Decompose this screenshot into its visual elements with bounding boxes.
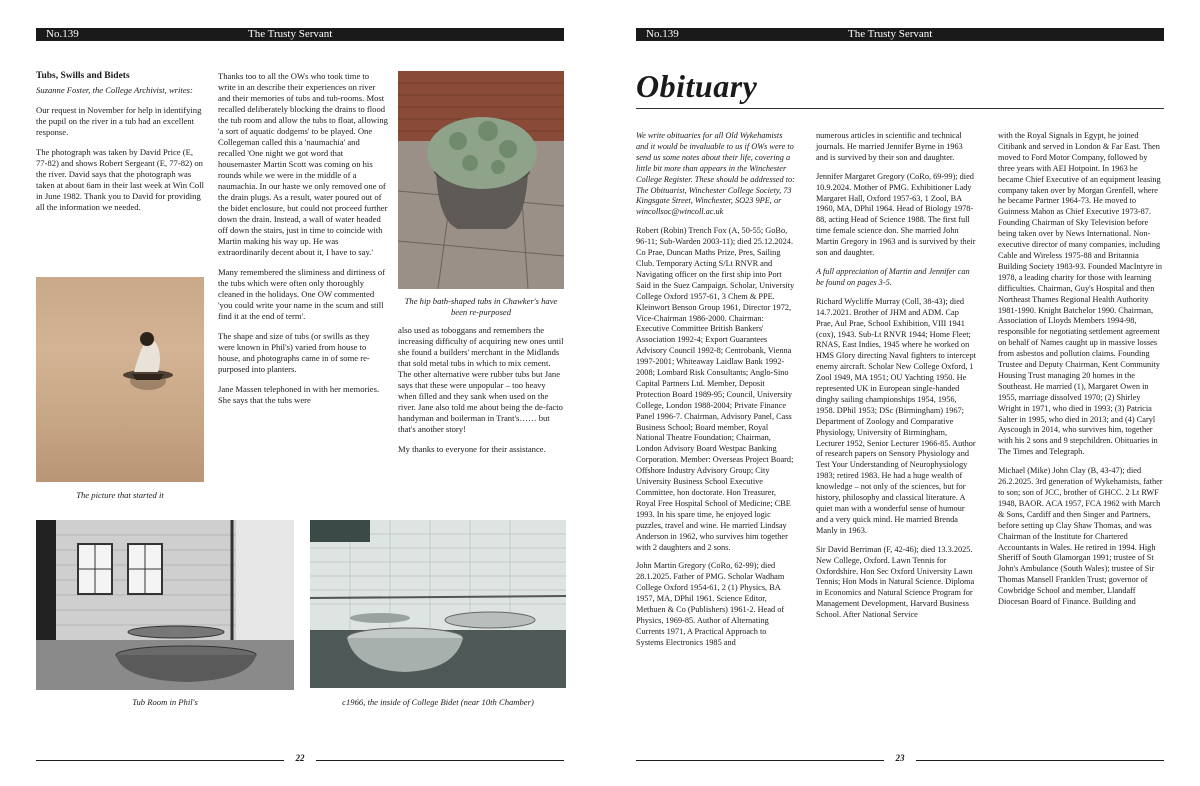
obituary-title: Obituary: [636, 68, 758, 104]
paragraph: Many remembered the sliminess and dirtiness of the tubs which were often only thoroughly cleaned in the holidays. One OW commented 'you could write your name in the scum and still find it at the end of term'.: [218, 267, 386, 321]
magazine-name: The Trusty Servant: [248, 28, 333, 40]
photo-college-bidet: [310, 520, 566, 688]
obituary-entry: John Martin Gregory (CoRo, 62-99); died 28.1.2025. Father of PMG. Scholar Wadham College Oxford 1954-61, 2 (1) Physics, BA 1957, MA, DPhil 1961. Science Editor, Methuen & Co (Publishers) 1961-2. Head of Physics, 1969-85. Author of Alternating Currents 1971, A Practical Approach to Systems Electronics 1985 and: [636, 561, 785, 647]
footer-rule-left: [36, 760, 284, 761]
paragraph: My thanks to everyone for their assistance.: [398, 444, 546, 454]
photo-tub-room: [36, 520, 294, 690]
footer-rule-right: [916, 760, 1164, 761]
caption-planter: The hip bath-shaped tubs in Chawker's have been re-purposed: [404, 296, 558, 317]
tub-room-illustration: [36, 520, 294, 690]
caption-river: The picture that started it: [76, 490, 164, 500]
title-rule: [636, 108, 1164, 109]
obituary-entry: with the Royal Signals in Egypt, he joined Citibank and served in London & Far East. Then moved to Ford Motor Company, followed by three years with AEI Hotpoint. In 1963 he became Chief Executive of an equipment leasing company taken over by Morgan Grenfell, where he became Partner 1964-73. He moved to Guinness Mahon as Chief Executive 1973-87. Founding Chairman of Sky Television before being taken over by News International. Non-executive director of many companies, including Cable and Wireless 1975-88 and Britannia Building Society 1983-93. Founded MacIntyre in 1978, a leading charity for those with learning difficulties. Chairman, Guy's Hospital and then Northeast Thames Regional Health Authority 1981-1990. Knight Batchelor 1990. Chairman, Association of Lloyds Members 1994-98, responsible for negotiating settlement agreement on behalf of Names caught up in massive losses from asbestos and pollution claims. Founding Trustee and Deputy Chairman, Kent Community Housing Trust managing 20 homes in the Southeast. He married (1), Margaret Owen in 1955, marriage dissolved 1970; (2) Shirley Wright in 1971, who died in 1993; (3) Patricia Salter in 1995, who died in 2013; and (4) Caryl Ayscough in 2014, who survives him, together with his 2 sons and 9 stepchildren. Obituaries in The Times and Telegraph.: [998, 131, 1163, 457]
article-column-3: [398, 325, 564, 464]
footer-rule-right: [316, 760, 564, 761]
obituary-column-3: [998, 131, 1164, 616]
article-title: Tubs, Swills and Bidets: [36, 71, 130, 81]
page-number: 22: [295, 753, 305, 763]
caption-college-bidet: c1966, the inside of College Bidet (near 10th Chamber): [342, 697, 534, 707]
paragraph: Thanks too to all the OWs who took time to write in an describe their experiences on river and their memories of tubs and tub-rooms. Most recalled deliberately blocking the drains to flood the tub room and allow the tubs to float, allowing 'a sort of aquatic dodgems' to be played. One Collegeman called this a 'naumachia' and recalled 'One night we got word that housemaster Martin Scott was coming on his rounds while we were in the middle of a naumachia. In our haste we only removed one of the drain plugs. As a result, water poured out of the bidet enclosure, but could not proceed further down the drain. Instead, a wall of water headed off down the stairs, just in time to coincide with Martin making his way up. He was extraordinarily decent about it, I have to say.': [218, 71, 388, 257]
issue-number: No.139: [646, 28, 679, 40]
header-bar: [636, 28, 1164, 41]
article-byline: Suzanne Foster, the College Archivist, writes:: [36, 85, 193, 95]
obituary-column-2: [816, 131, 976, 629]
magazine-name: The Trusty Servant: [848, 28, 933, 40]
obituary-entry: numerous articles in scientific and technical journals. He married Jennifer Byrne in 1963 and is survived by their son and daughter.: [816, 131, 963, 162]
obituary-entry: Jennifer Margaret Gregory (CoRo, 69-99); died 10.9.2024. Mother of PMG. Exhibitioner Lady Margaret Hall, Oxford 1957-63, 1 Zool, BA 1960, MA, DPhil 1964. Head of Biology 1978-88, acting Head of Science 1988. The first full time female science don. She married John Martin Gregory in 1963 and is survived by their son and daughter.: [816, 171, 976, 258]
footer-rule-left: [636, 760, 884, 761]
photo-river-tub: [36, 277, 204, 482]
paragraph: also used as toboggans and remembers the increasing difficulty of acquiring new ones until she found a builders' merchant in the Midlands that sold metal tubs in which to mix cement. The other alternative were rubber tubs but Jane says that these were unpopular – too heavy when filled and they sank when used on the river. Jane also told me about being the de-facto handyman and boilerman in Trant's…… but that's another story!: [398, 325, 564, 434]
obituary-entry: Richard Wycliffe Murray (Coll, 38-43); died 14.7.2021. Brother of JHM and ADM. Cap Prae, Aul Prae, School Exhibition, VIII 1941 (cox), 1943. Sub-Lt RNVR 1944; Home Fleet; RNAS, East Indies, 1945 where he worked on HMS Glory directing Naval fighters to intercept enemy aircraft. Scholar New College Oxford, 1 Zool 1949, MA 1951; OU Yachting 1950. He represented UK in European single-handed dinghy sailing championships 1954, 1956, 1958. DPhil 1953; DSc (Birmingham) 1967; Department of Zoology and Comparative Physiology, University of Birmingham, Lecturer 1952, Senior Lecturer 1966-85. Author of research papers on Sensory Physiology and Test Your Understanding of Neurophysiology 1983; retired 1983. He had a huge wealth of knowledge – not only of the sciences, but for history, philosophy and classical literature. A quiet man with a wonderful sense of humour and a very quick mind. He married Brenda Manly in 1963.: [816, 296, 976, 535]
obituary-column-1: [636, 131, 796, 657]
obituary-entry: Robert (Robin) Trench Fox (A, 50-55; GoBo, 96-11; Sub-Warden 2003-11); died 25.12.2024. Co Prae, Duncan Maths Prize, Pres, Sailing Club. Temporary Acting S/Lt RNVR and Navigating officer on the first ship into Port Said in the Suez Campaign. Scholar, University College Oxford 1957-61, 3 Chem & PPE. Kleinwort Benson Group 1961, Director 1972, Vice-Chairman 1986-2000. Chairman: Executive Committee British Bankers' Association 1992-4; Export Guarantees Advisory Council 1992-8; Centrobank, Vienna 1997-2001; Whiteaway Laidlaw Bank 1992-2008; Lombard Risk Consultants; Anglo-Sino Capital Partners Ltd. Member, Deposit Protection Board 1989-95; Council, University College, London 1988-2004; Private Finance Panel 1996-7. Chairman, Advisory Panel, Cass Business School; Board member, Royal National Theatre Foundation; Chairman, London Advisory Board Westpac Banking Corporation. Member: Overseas Project Board; Offshore Industry Advisory Group; City University Business School Executive Committee, hon doctorate. Hon Treasurer, Royal Free Hospital School of Medicine; CBE 1993. In his spare time, he enjoyed logic puzzles, travel and wine. He married Lindsay Anderson in 1962, who survives him together with 2 daughters and 2 sons.: [636, 226, 795, 552]
paragraph: Our request in November for help in identifying the pupil on the river in a tub had an excellent response.: [36, 105, 202, 137]
header-bar: [36, 28, 564, 41]
appreciation-note: A full appreciation of Martin and Jennifer can be found on pages 3-5.: [816, 266, 970, 287]
page-number: 23: [895, 753, 905, 763]
obituary-entry: Michael (Mike) John Clay (B, 43-47); died 26.2.2025. 3rd generation of Wykehamists, father to son; son of JCC, brother of GHCC. 2 Lt RWF 1948, BAOR. ACA 1957, FCA 1962 with March & Sons, Cardiff and then Singer and Partners, before setting up Clay Shaw Thomas, and was Chairman of the Institute for Chartered Accountants in Wales. He retired in 1994. High Sheriff of South Glamorgan 1991; trustee of St John's Ambulance (South Wales); trustee of Sir Thomas Mansell Franklen Trust; governor of Cowbridge School and member, Llandaff Diocesan Board of Finance. Building and: [998, 466, 1163, 607]
paragraph: Jane Massen telephoned in with her memories. She says that the tubs were: [218, 384, 380, 405]
article-column-2: [218, 71, 388, 415]
college-bidet-illustration: [310, 520, 566, 688]
right-page: [600, 0, 1200, 786]
river-tub-illustration: [36, 277, 204, 482]
photo-planter-tub: [398, 71, 564, 289]
obituary-entry: Sir David Berriman (F, 42-46); died 13.3.2025. New College, Oxford. Lawn Tennis for Oxfordshire. Hon Sec Oxford University Lawn Tennis; Hon Mods in Natural Science. Diploma in Economics and Natural Science Program for Management Development, Harvard Business School. After National Service: [816, 544, 975, 620]
paragraph: The photograph was taken by David Price (E, 77-82) and shows Robert Sergeant (E, 77-82) on the river. David says that the photograph was taken at about 6am in their last week at Win Coll in June 1982. Thank you to David for providing all the information we needed.: [36, 147, 204, 212]
article-column-1: [36, 71, 206, 222]
paragraph: The shape and size of tubs (or swills as they were known in Phil's) varied from house to house, and photographs came in of some re-purposed into planters.: [218, 331, 370, 374]
caption-tub-room: Tub Room in Phil's: [132, 697, 198, 707]
intro-note: We write obituaries for all Old Wykehamists and it would be invaluable to us if OWs were to send us some notes about their life, covering a little bit more than appears in the Winchester College Register. These should be addressed to: The Obituarist, Winchester College Society, 73 Kingsgate Street, Winchester, SO23 9PE, or wincollsoc@wincoll.ac.uk: [636, 131, 795, 217]
issue-number: No.139: [46, 28, 79, 40]
planter-illustration: [398, 71, 564, 289]
